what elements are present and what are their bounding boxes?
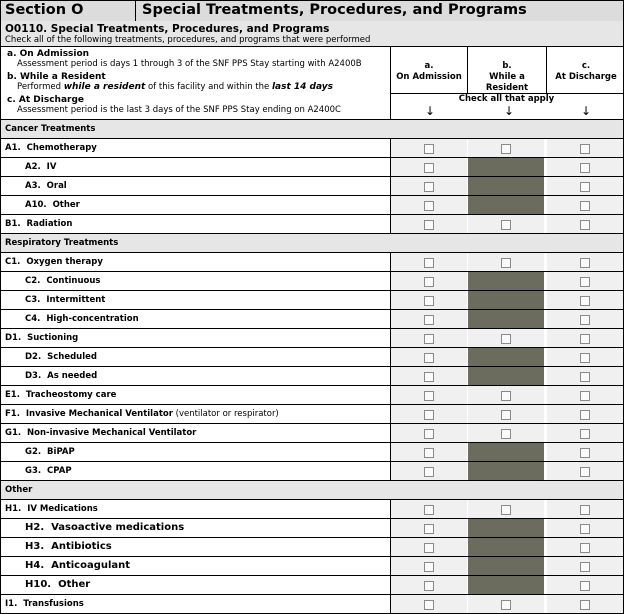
shaded-cell — [468, 310, 544, 328]
row-code: I1. — [5, 599, 18, 609]
row-label — [5, 219, 72, 229]
row-code: G3. — [25, 466, 42, 476]
shaded-cell — [468, 367, 544, 385]
row-code: C2. — [25, 276, 41, 286]
while-resident-checkbox[interactable] — [501, 600, 511, 610]
on-admission-checkbox[interactable] — [424, 467, 434, 477]
column-b-header: b. While a Resident — [485, 61, 529, 93]
row-name: Chemotherapy — [26, 143, 97, 153]
at-discharge-checkbox[interactable] — [580, 562, 590, 572]
row-label — [25, 295, 105, 305]
row-name: IV — [46, 162, 57, 172]
row-name: Antibiotics — [51, 541, 112, 552]
shaded-cell — [468, 462, 544, 480]
category-header — [1, 481, 623, 500]
row-code: G2. — [25, 447, 42, 457]
table-row — [1, 272, 623, 291]
while-resident-checkbox[interactable] — [501, 391, 511, 401]
row-name: Oral — [46, 181, 67, 191]
row-label — [25, 162, 56, 172]
table-row — [1, 177, 623, 196]
row-code: H1. — [5, 504, 22, 514]
definition-a-label: a. On Admission — [7, 49, 90, 59]
row-label — [25, 352, 97, 362]
table-row — [1, 519, 623, 538]
definition-c — [7, 95, 387, 115]
row-code: H4. — [25, 560, 45, 571]
section-title: Special Treatments, Procedures, and Programs — [142, 2, 527, 18]
on-admission-checkbox[interactable] — [424, 600, 434, 610]
at-discharge-checkbox[interactable] — [580, 315, 590, 325]
row-label — [5, 599, 84, 609]
on-admission-checkbox[interactable] — [424, 220, 434, 230]
table-row — [1, 215, 623, 234]
row-name: Tracheostomy care — [25, 390, 117, 400]
shaded-cell — [468, 272, 544, 290]
column-a-header: a. On Admission — [396, 61, 462, 82]
on-admission-checkbox[interactable] — [424, 334, 434, 344]
definition-b — [7, 72, 387, 92]
table-row — [1, 462, 623, 481]
shaded-cell — [468, 177, 544, 195]
on-admission-checkbox[interactable] — [424, 296, 434, 306]
row-label — [25, 466, 72, 476]
row-name: Transfusions — [23, 599, 84, 609]
on-admission-checkbox[interactable] — [424, 391, 434, 401]
table-row — [1, 139, 623, 158]
category-label: Cancer Treatments — [5, 124, 96, 134]
table-row — [1, 253, 623, 272]
row-code: C1. — [5, 257, 21, 267]
definition-c-text: Assessment period is the last 3 days of the SNF PPS Stay ending on A2400C — [17, 105, 341, 115]
row-code: A2. — [25, 162, 41, 172]
row-name: Continuous — [46, 276, 101, 286]
column-definitions — [1, 47, 623, 120]
table-row — [1, 595, 623, 614]
on-admission-checkbox[interactable] — [424, 448, 434, 458]
row-label — [5, 333, 78, 343]
row-name: Anticoagulant — [51, 560, 131, 571]
row-label — [25, 276, 100, 286]
row-name: CPAP — [47, 466, 72, 476]
on-admission-checkbox[interactable] — [424, 201, 434, 211]
column-c-header: c. At Discharge — [555, 61, 617, 82]
definition-b-label: b. While a Resident — [7, 72, 106, 82]
definition-c-label: c. At Discharge — [7, 95, 85, 105]
table-row — [1, 443, 623, 462]
table-row — [1, 557, 623, 576]
row-label — [25, 522, 184, 533]
shaded-cell — [468, 538, 544, 556]
row-code: A10. — [25, 200, 47, 210]
at-discharge-checkbox[interactable] — [580, 201, 590, 211]
shaded-cell — [468, 196, 544, 214]
row-note: (ventilator or respirator) — [172, 409, 279, 419]
on-admission-checkbox[interactable] — [424, 182, 434, 192]
col-divider-0 — [390, 47, 391, 119]
row-label — [25, 560, 130, 571]
at-discharge-checkbox[interactable] — [580, 467, 590, 477]
row-name: Oxygen therapy — [26, 257, 103, 267]
row-code: A1. — [5, 143, 21, 153]
table-row — [1, 158, 623, 177]
on-admission-checkbox[interactable] — [424, 581, 434, 591]
on-admission-checkbox[interactable] — [424, 163, 434, 173]
section-label: Section O — [5, 2, 84, 18]
at-discharge-checkbox[interactable] — [580, 220, 590, 230]
row-name: Radiation — [26, 219, 73, 229]
item-code-title: O0110. Special Treatments, Procedures, and Programs — [5, 23, 330, 35]
header-divider — [135, 1, 136, 21]
while-resident-checkbox[interactable] — [501, 505, 511, 515]
table-row — [1, 367, 623, 386]
down-arrow-icon: ↓ — [425, 104, 436, 118]
shaded-cell — [468, 519, 544, 537]
row-code: B1. — [5, 219, 21, 229]
table-row — [1, 424, 623, 443]
row-name: Invasive Mechanical Ventilator — [25, 409, 173, 419]
table-row — [1, 405, 623, 424]
definition-a-text: Assessment period is days 1 through 3 of the SNF PPS Stay starting with A2400B — [17, 59, 362, 69]
row-code: H10. — [25, 579, 52, 590]
check-all-instruction: Check all that apply — [458, 94, 555, 104]
down-arrow-icon: ↓ — [504, 104, 515, 118]
at-discharge-checkbox[interactable] — [580, 277, 590, 287]
row-code: E1. — [5, 390, 20, 400]
down-arrow-icon: ↓ — [581, 104, 592, 118]
definition-b-text: Performed while a resident of this facility and within the last 14 days — [17, 82, 334, 92]
at-discharge-checkbox[interactable] — [580, 163, 590, 173]
shaded-cell — [468, 443, 544, 461]
row-code: D2. — [25, 352, 42, 362]
on-admission-checkbox[interactable] — [424, 315, 434, 325]
at-discharge-checkbox[interactable] — [580, 391, 590, 401]
table-row — [1, 291, 623, 310]
category-label: Respiratory Treatments — [5, 238, 119, 248]
row-label — [25, 200, 80, 210]
row-code: C4. — [25, 314, 41, 324]
row-label — [25, 579, 90, 590]
table-row — [1, 538, 623, 557]
table-row — [1, 329, 623, 348]
at-discharge-checkbox[interactable] — [580, 144, 590, 154]
at-discharge-checkbox[interactable] — [580, 410, 590, 420]
while-resident-checkbox[interactable] — [501, 334, 511, 344]
shaded-cell — [468, 158, 544, 176]
row-label — [5, 428, 196, 438]
at-discharge-checkbox[interactable] — [580, 334, 590, 344]
row-name: Non-invasive Mechanical Ventilator — [27, 428, 197, 438]
at-discharge-checkbox[interactable] — [580, 600, 590, 610]
row-name: Vasoactive medications — [51, 522, 185, 533]
row-label — [5, 143, 97, 153]
at-discharge-checkbox[interactable] — [580, 182, 590, 192]
on-admission-checkbox[interactable] — [424, 505, 434, 515]
at-discharge-checkbox[interactable] — [580, 372, 590, 382]
at-discharge-checkbox[interactable] — [580, 543, 590, 553]
shaded-cell — [468, 291, 544, 309]
table-row — [1, 310, 623, 329]
category-label: Other — [5, 485, 33, 495]
on-admission-checkbox[interactable] — [424, 144, 434, 154]
row-label — [5, 409, 279, 419]
on-admission-checkbox[interactable] — [424, 277, 434, 287]
row-code: H3. — [25, 541, 45, 552]
row-label — [25, 314, 139, 324]
row-name: Suctioning — [27, 333, 79, 343]
row-code: H2. — [25, 522, 45, 533]
table-row — [1, 348, 623, 367]
on-admission-checkbox[interactable] — [424, 543, 434, 553]
while-resident-checkbox[interactable] — [501, 144, 511, 154]
row-label — [25, 541, 112, 552]
on-admission-checkbox[interactable] — [424, 258, 434, 268]
on-admission-checkbox[interactable] — [424, 524, 434, 534]
shaded-cell — [468, 557, 544, 575]
table-row — [1, 196, 623, 215]
while-resident-checkbox[interactable] — [501, 410, 511, 420]
on-admission-checkbox[interactable] — [424, 429, 434, 439]
at-discharge-checkbox[interactable] — [580, 581, 590, 591]
row-code: D1. — [5, 333, 22, 343]
row-name: BiPAP — [47, 447, 75, 457]
row-label — [25, 181, 67, 191]
at-discharge-checkbox[interactable] — [580, 505, 590, 515]
row-code: D3. — [25, 371, 42, 381]
while-resident-checkbox[interactable] — [501, 258, 511, 268]
category-header — [1, 120, 623, 139]
while-resident-checkbox[interactable] — [501, 429, 511, 439]
row-code: C3. — [25, 295, 41, 305]
category-header — [1, 234, 623, 253]
on-admission-checkbox[interactable] — [424, 410, 434, 420]
row-name: Other — [52, 200, 80, 210]
table-row — [1, 500, 623, 519]
definition-a — [7, 49, 387, 69]
item-instruction: Check all of the following treatments, procedures, and programs that were performed — [5, 35, 371, 45]
row-label — [25, 371, 97, 381]
row-label — [25, 447, 75, 457]
shaded-cell — [468, 348, 544, 366]
shaded-cell — [468, 576, 544, 594]
row-name: High-concentration — [46, 314, 139, 324]
at-discharge-checkbox[interactable] — [580, 296, 590, 306]
row-label — [5, 504, 98, 514]
item-header — [1, 21, 623, 47]
while-resident-checkbox[interactable] — [501, 220, 511, 230]
table-row — [1, 386, 623, 405]
row-name: Intermittent — [46, 295, 106, 305]
row-code: G1. — [5, 428, 22, 438]
at-discharge-checkbox[interactable] — [580, 353, 590, 363]
row-label — [5, 390, 116, 400]
on-admission-checkbox[interactable] — [424, 562, 434, 572]
row-name: Other — [58, 579, 91, 590]
on-admission-checkbox[interactable] — [424, 372, 434, 382]
at-discharge-checkbox[interactable] — [580, 524, 590, 534]
row-name: As needed — [47, 371, 98, 381]
row-label — [5, 257, 103, 267]
at-discharge-checkbox[interactable] — [580, 448, 590, 458]
at-discharge-checkbox[interactable] — [580, 258, 590, 268]
table-row — [1, 576, 623, 595]
row-name: Scheduled — [47, 352, 98, 362]
section-header — [1, 0, 623, 22]
on-admission-checkbox[interactable] — [424, 353, 434, 363]
row-name: IV Medications — [27, 504, 98, 514]
at-discharge-checkbox[interactable] — [580, 429, 590, 439]
row-code: A3. — [25, 181, 41, 191]
row-code: F1. — [5, 409, 20, 419]
